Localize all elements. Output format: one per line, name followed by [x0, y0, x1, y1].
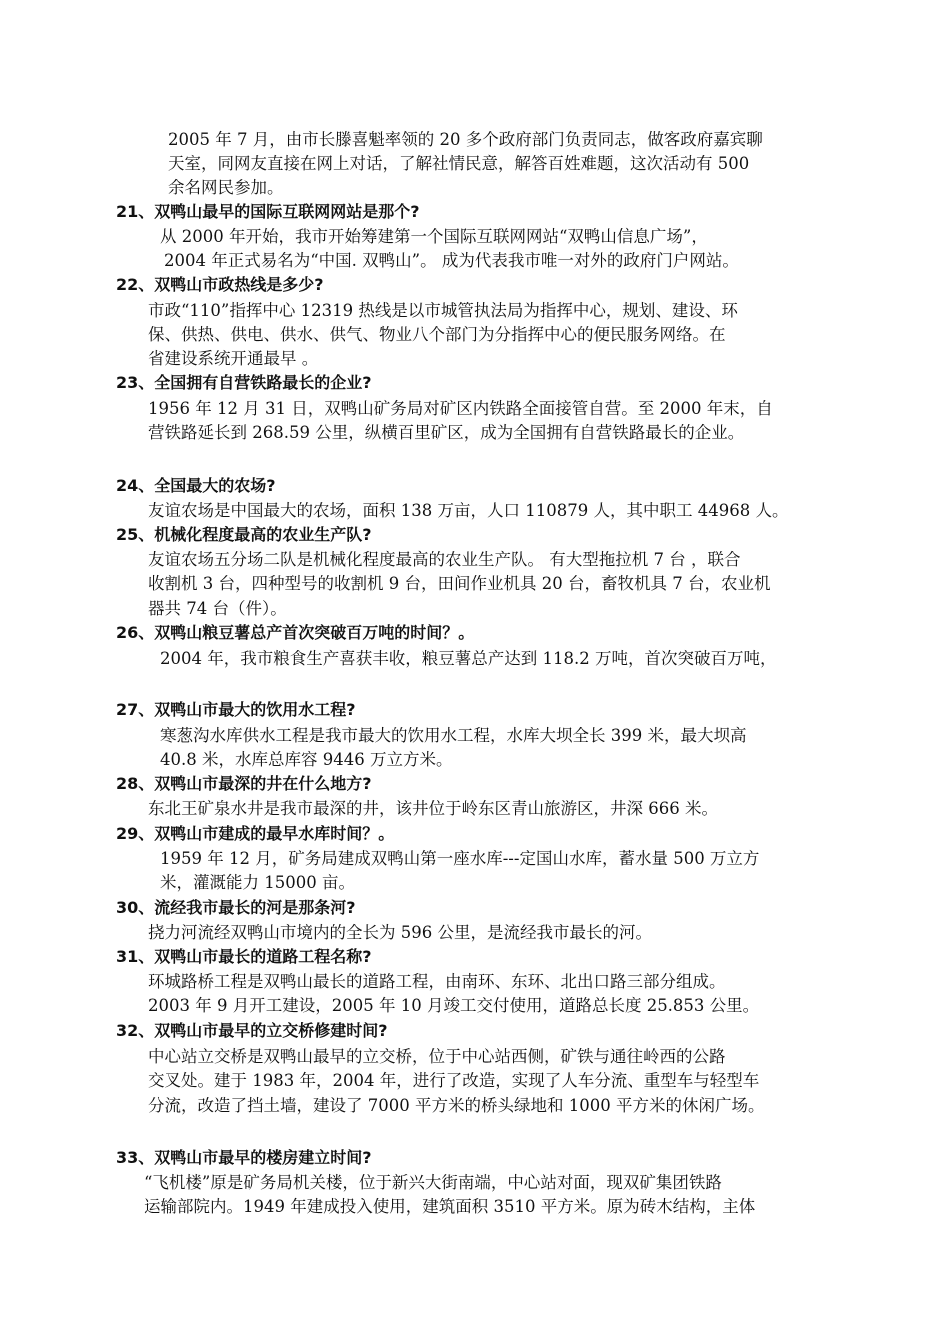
- answer-line: 环城路桥工程是双鸭山最长的道路工程，由南环、东环、北出口路三部分组成。: [148, 972, 726, 991]
- answer-line: 省建设系统开通最早 。: [148, 349, 319, 368]
- answer-line: 交叉处。建于 1983 年，2004 年，进行了改造，实现了人车分流、重型车与轻型车: [148, 1071, 760, 1090]
- answer-line: 1956 年 12 月 31 日，双鸭山矿务局对矿区内铁路全面接管自营。至 2000 年末，自: [148, 399, 773, 418]
- question-23: 23、全国拥有自营铁路最长的企业?: [116, 373, 372, 392]
- answer-line: 收割机 3 台，四种型号的收割机 9 台，田间作业机具 20 台，畜牧机具 7 台，农业机: [148, 574, 771, 593]
- answer-line: 东北王矿泉水井是我市最深的井，该井位于岭东区青山旅游区，井深 666 米。: [148, 799, 718, 818]
- answer-line: “飞机楼”原是矿务局机关楼，位于新兴大街南端，中心站对面，现双矿集团铁路: [144, 1173, 722, 1192]
- answer-line: 营铁路延长到 268.59 公里，纵横百里矿区，成为全国拥有自营铁路最长的企业。: [148, 423, 745, 442]
- answer-line: 运输部院内。1949 年建成投入使用，建筑面积 3510 平方米。原为砖木结构，主体: [144, 1197, 756, 1216]
- answer-line: 市政“110”指挥中心 12319 热线是以市城管执法局为指挥中心，规划、建设、环: [148, 301, 738, 320]
- intro-line: 余名网民参加。: [168, 178, 284, 197]
- question-22: 22、双鸭山市政热线是多少?: [116, 275, 324, 294]
- intro-line: 2005 年 7 月，由市长滕喜魁率领的 20 多个政府部门负责同志，做客政府嘉宾聊: [168, 130, 763, 149]
- answer-line: 保、供热、供电、供水、供气、物业八个部门为分指挥中心的便民服务网络。在: [148, 325, 726, 344]
- intro-line: 天室，同网友直接在网上对话，了解社情民意，解答百姓难题，这次活动有 500: [168, 154, 750, 173]
- answer-line: 从 2000 年开始，我市开始筹建第一个国际互联网网站“双鸭山信息广场”，: [160, 227, 708, 246]
- answer-line: 1959 年 12 月，矿务局建成双鸭山第一座水库---定国山水库，蓄水量 500 万立方: [160, 849, 760, 868]
- answer-line: 友谊农场五分场二队是机械化程度最高的农业生产队。 有大型拖拉机 7 台 ，联合: [148, 550, 741, 569]
- question-24: 24、全国最大的农场?: [116, 476, 276, 495]
- question-25: 25、机械化程度最高的农业生产队?: [116, 525, 372, 544]
- question-28: 28、双鸭山市最深的井在什么地方?: [116, 774, 372, 793]
- answer-line: 2003 年 9 月开工建设，2005 年 10 月竣工交付使用，道路总长度 25.853 公里。: [148, 996, 760, 1015]
- question-32: 32、双鸭山市最早的立交桥修建时间?: [116, 1021, 388, 1040]
- question-31: 31、双鸭山市最长的道路工程名称?: [116, 947, 372, 966]
- question-26: 26、双鸭山粮豆薯总产首次突破百万吨的时间？。: [116, 623, 475, 642]
- question-30: 30、流经我市最长的河是那条河?: [116, 898, 356, 917]
- answer-line: 器共 74 台（件）。: [148, 599, 287, 618]
- answer-line: 挠力河流经双鸭山市境内的全长为 596 公里，是流经我市最长的河。: [148, 923, 652, 942]
- answer-line: 友谊农场是中国最大的农场，面积 138 万亩，人口 110879 人，其中职工 44968 人。: [148, 501, 789, 520]
- answer-line: 寒葱沟水库供水工程是我市最大的饮用水工程，水库大坝全长 399 米，最大坝高: [160, 726, 747, 745]
- answer-line: 分流，改造了挡土墙，建设了 7000 平方米的桥头绿地和 1000 平方米的休闲广场。: [148, 1096, 765, 1115]
- question-33: 33、双鸭山市最早的楼房建立时间?: [116, 1148, 372, 1167]
- question-27: 27、双鸭山市最大的饮用水工程?: [116, 700, 356, 719]
- answer-line: 中心站立交桥是双鸭山最早的立交桥，位于中心站西侧，矿铁与通往岭西的公路: [148, 1047, 726, 1066]
- answer-line: 米，灌溉能力 15000 亩。: [160, 873, 355, 892]
- answer-line: 2004 年正式易名为“中国. 双鸭山”。 成为代表我市唯一对外的政府门户网站。: [164, 251, 739, 270]
- question-29: 29、双鸭山市建成的最早水库时间？。: [116, 824, 395, 843]
- question-21: 21、双鸭山最早的国际互联网网站是那个?: [116, 202, 420, 221]
- answer-line: 2004 年，我市粮食生产喜获丰收，粮豆薯总产达到 118.2 万吨，首次突破百万吨，: [160, 649, 777, 668]
- answer-line: 40.8 米，水库总库容 9446 万立方米。: [160, 750, 453, 769]
